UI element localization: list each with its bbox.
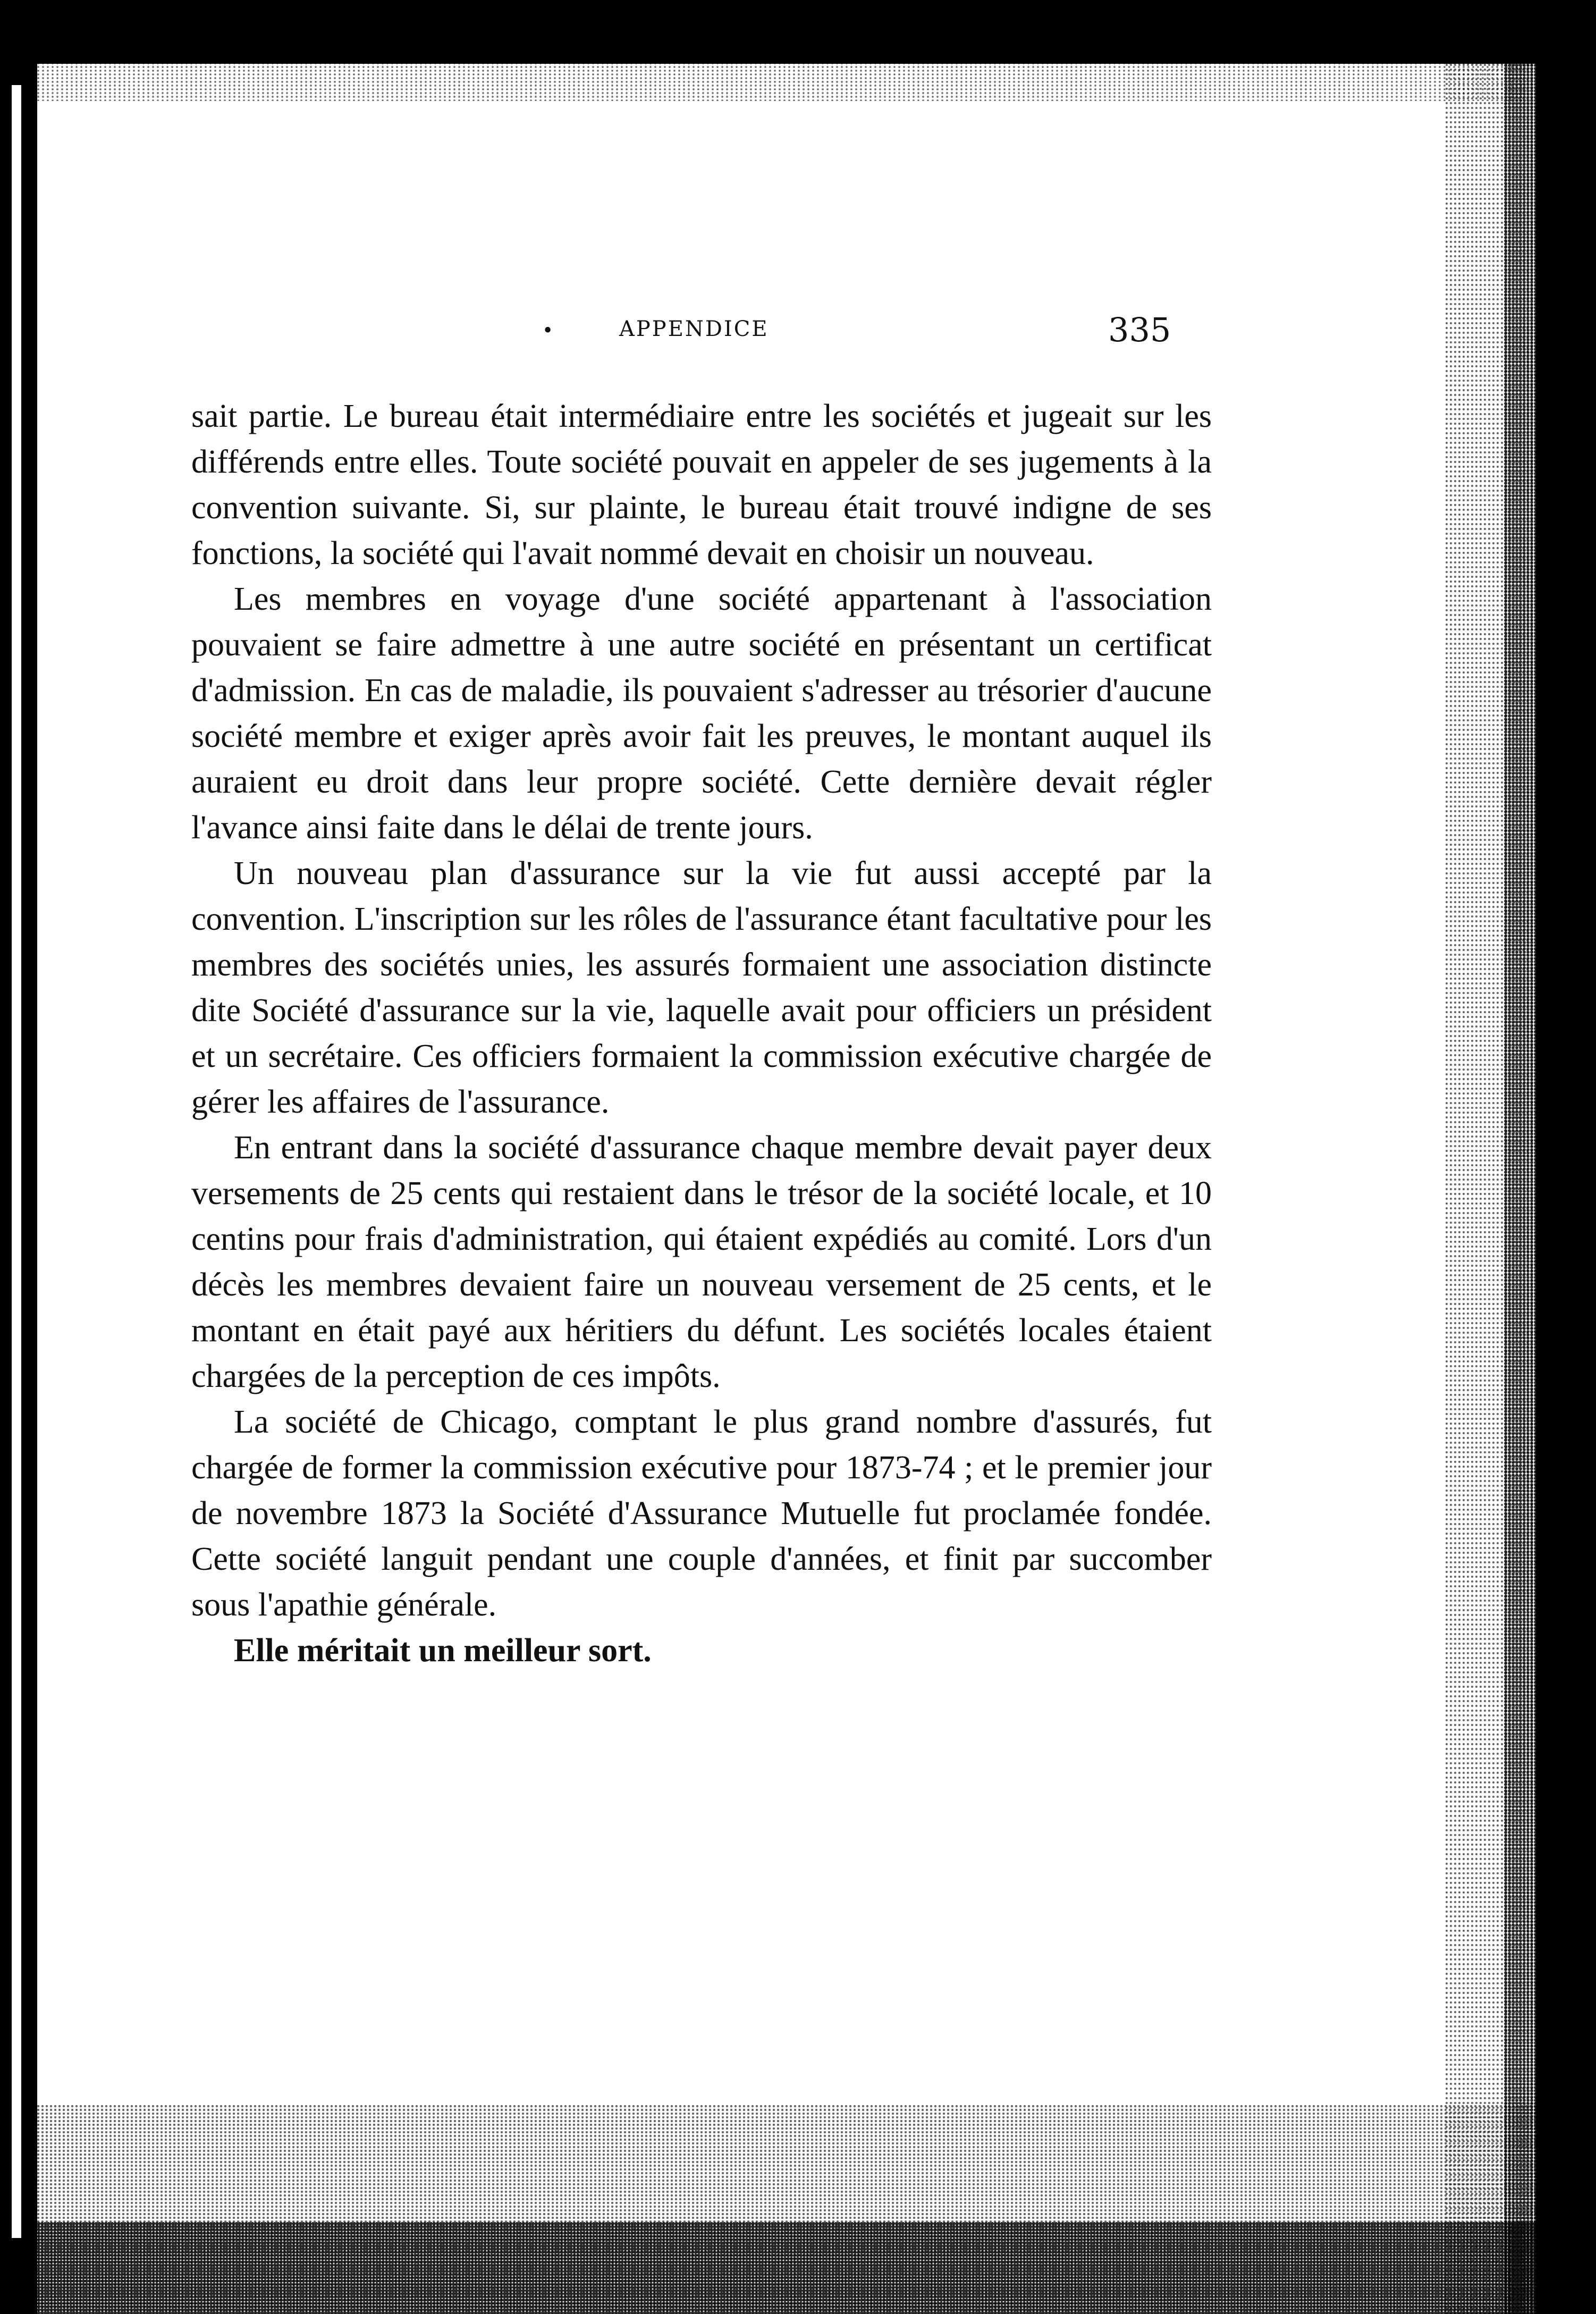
paragraph-2: Les membres en voyage d'une société appartenant à l'association pouvaient se faire admettre à une autre société en présentant un certificat d'admission. En cas de maladie, ils pouvaient s'adresser au trésorier d'aucune société membre et exiger après avoir fait les preuves, le montant auquel ils auraient eu droit dans leur propre société. Cette dernière devait régler l'avance ainsi faite dans le délai de trente jours. xyxy=(191,581,1212,846)
header-mark: • xyxy=(542,320,554,342)
scan-noise-bottom-edge xyxy=(37,2222,1557,2314)
scan-noise-top xyxy=(37,58,1525,101)
paragraph-3: Un nouveau plan d'assurance sur la vie fut aussi accepté par la convention. L'inscription sur les rôles de l'assurance étant facultative pour les membres des sociétés unies, les assurés formaient une association distincte dite Société d'assurance sur la vie, laquelle avait pour officiers un président et un secrétaire. Ces officiers formaient la commission exécutive chargée de gérer les affaires de l'assurance. xyxy=(191,855,1212,1120)
paragraph-6: Elle méritait un meilleur sort. xyxy=(234,1633,652,1669)
scan-top-border xyxy=(0,0,1596,60)
paragraph-5: La société de Chicago, comptant le plus grand nombre d'assurés, fut chargée de former la commission exécutive pour 1873-74 ; et le premier jour de novembre 1873 la Société d'Assurance Mutuelle fut proclamée fondée. Cette société languit pendant une couple d'années, et finit par succomber sous l'apathie générale. xyxy=(191,1404,1212,1623)
paragraph-4: En entrant dans la société d'assurance chaque membre devait payer deux versements de 25 cents qui restaient dans le trésor de la société locale, et 10 centins pour frais d'administration, qui étaient expédiés au comité. Lors d'un décès les membres devaient faire un nouveau versement de 25 cents, et le montant en était payé aux héritiers du défunt. Les sociétés locales étaient chargées de la perception de ces impôts. xyxy=(191,1130,1212,1394)
page-number: 335 xyxy=(1108,310,1171,349)
paragraph-1: sait partie. Le bureau était intermédiaire entre les sociétés et jugeait sur les différends entre elles. Toute société pouvait en appeler de ses jugements à la convention suivante. Si, sur plainte, le bureau était trouvé indigne de ses fonctions, la société qui l'avait nommé devait en choisir un nouveau. xyxy=(191,398,1212,571)
scan-left-stripe xyxy=(12,85,21,2238)
scan-right-border xyxy=(1549,0,1596,2314)
body-text xyxy=(191,393,1212,1673)
page-header xyxy=(542,310,1217,356)
running-title: APPENDICE xyxy=(619,317,769,341)
